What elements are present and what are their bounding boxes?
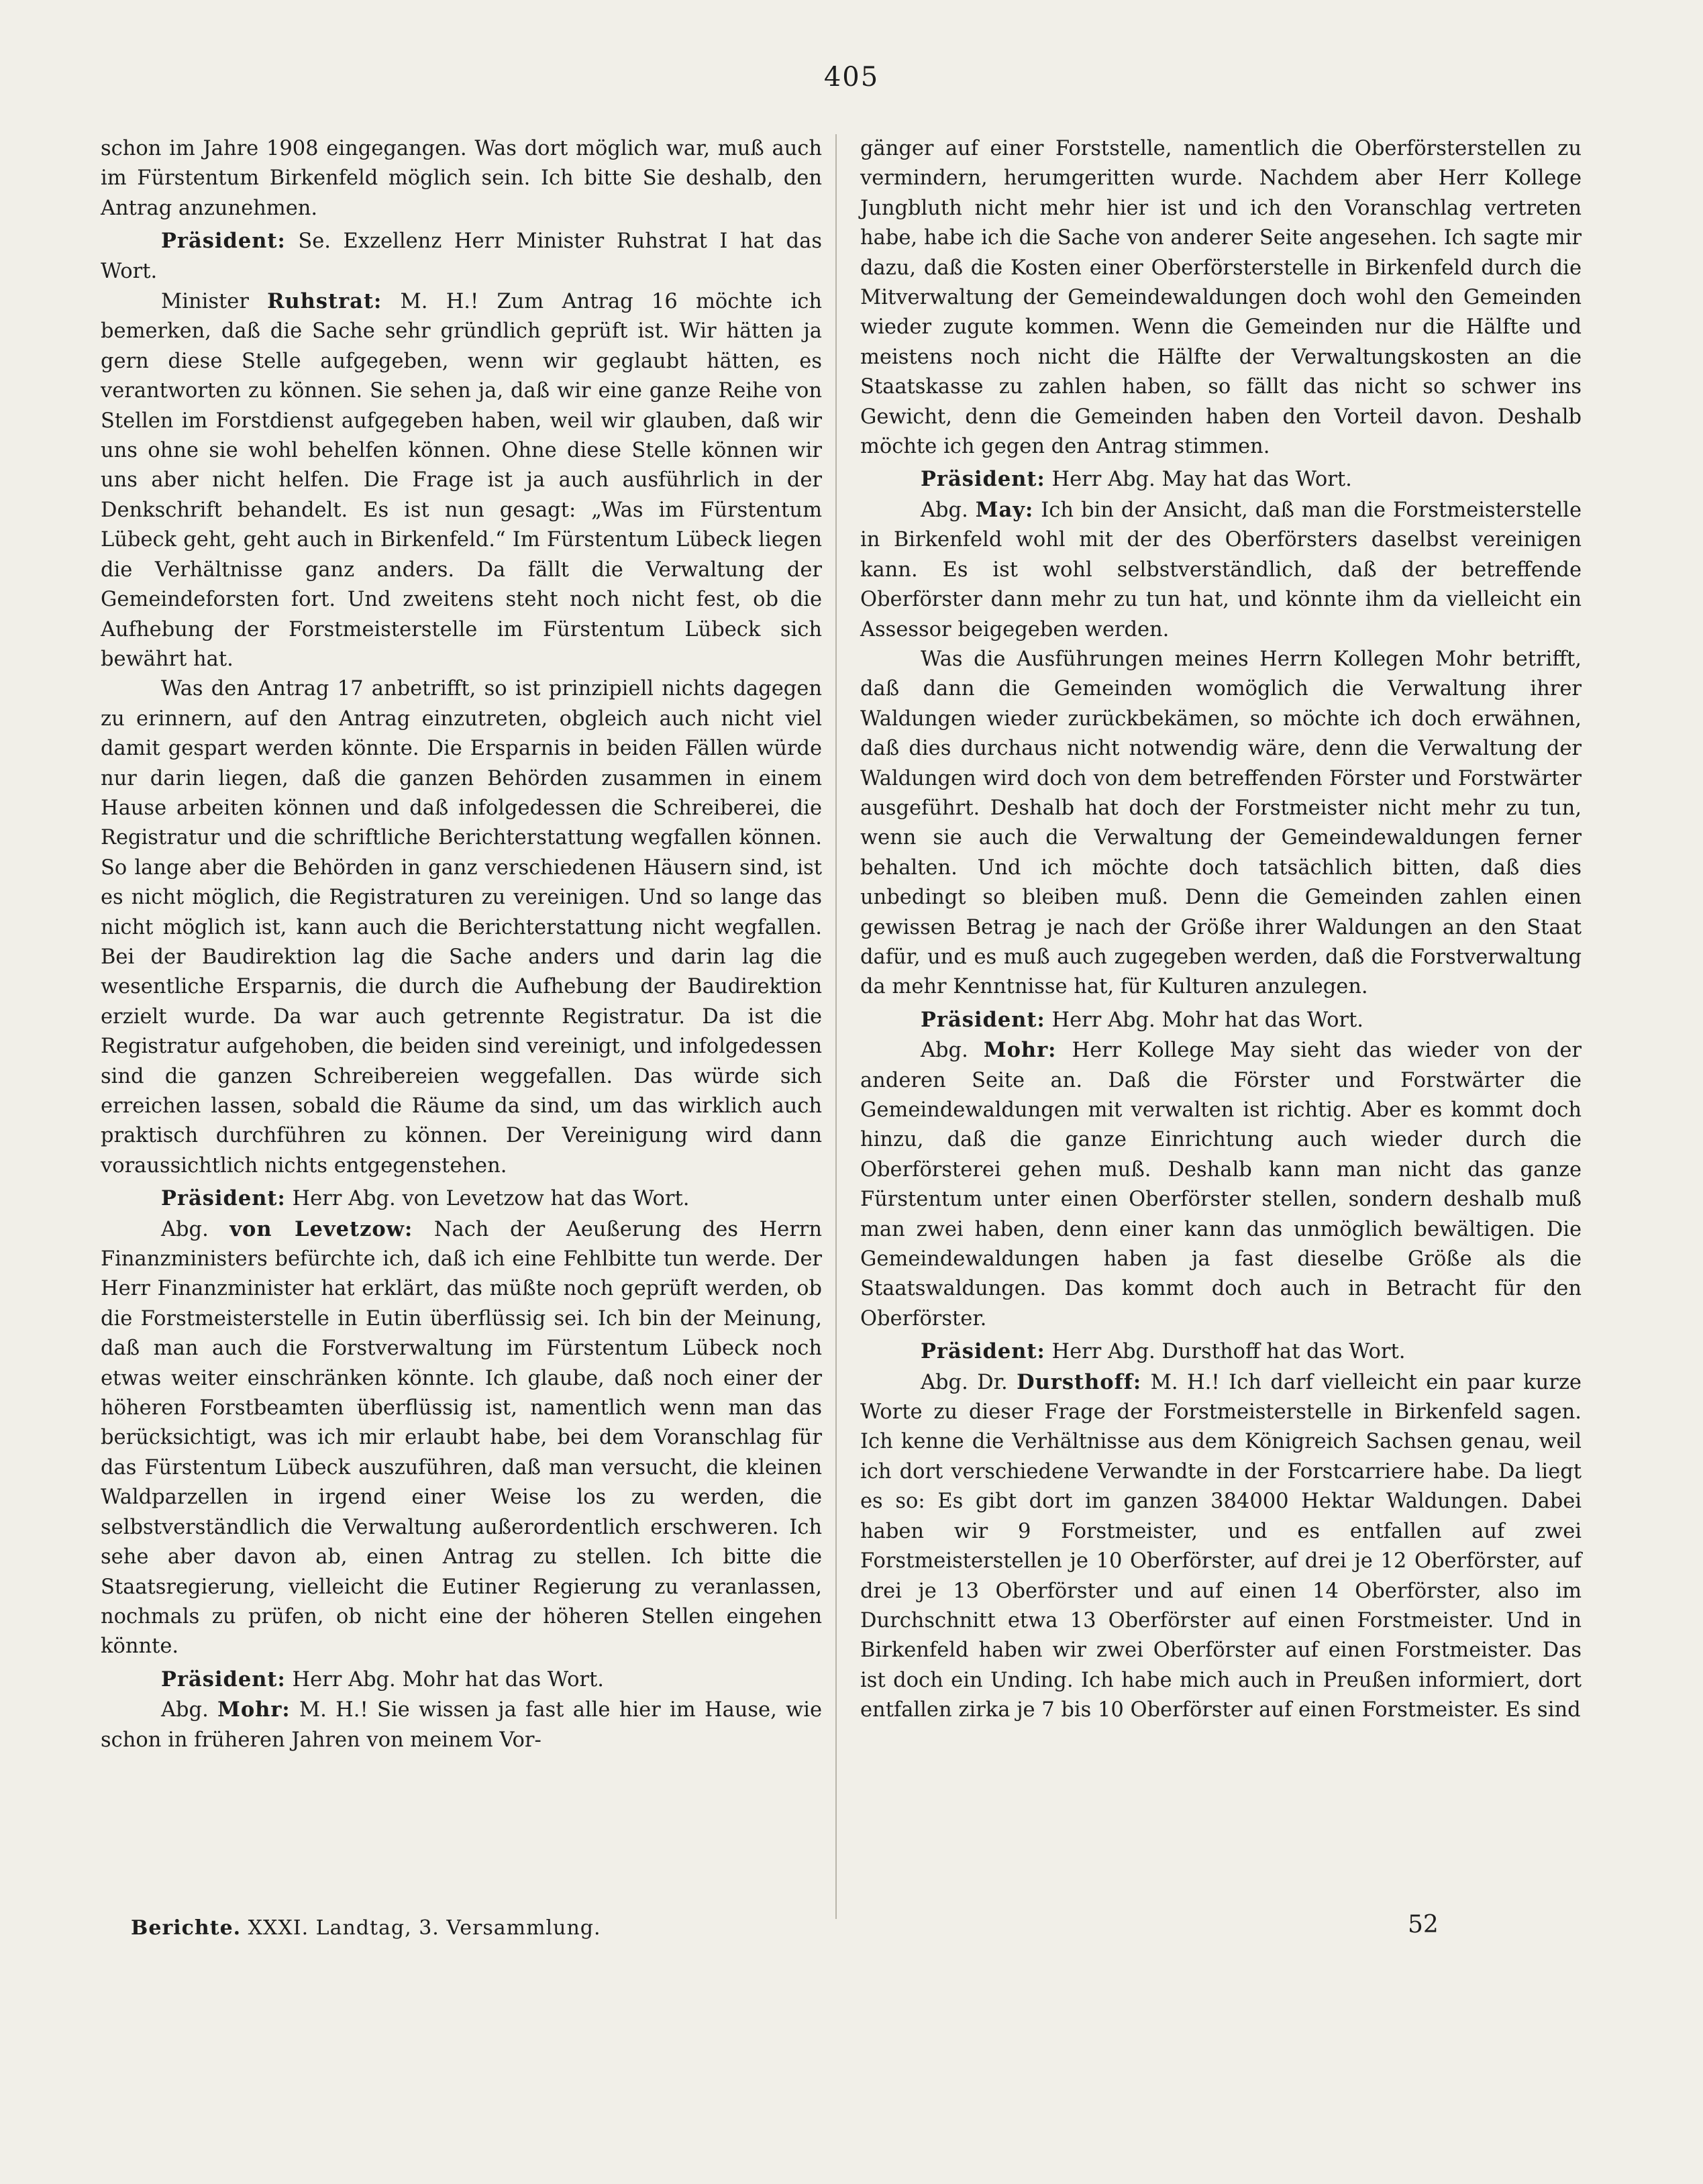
speaker-paragraph [101, 1695, 822, 1755]
paragraph-text: Herr Abg. Dursthoff hat das Wort. [1045, 1340, 1406, 1364]
speaker-label: Präsident: [161, 1667, 286, 1692]
paragraph-text: Herr Abg. May hat das Wort. [1045, 468, 1352, 492]
speaker-title: Abg. Dr. [921, 1370, 1017, 1394]
speaker-label: Präsident: [921, 1007, 1045, 1032]
speaker-paragraph [860, 1367, 1582, 1726]
paragraph-text: Se. Exzellenz Herr Minister Ruhstrat I hat das Wort. [101, 229, 822, 283]
speaker-label: Präsident: [921, 1339, 1045, 1364]
paragraph [101, 134, 822, 223]
speaker-paragraph [101, 1665, 822, 1695]
paragraph [860, 645, 1582, 1002]
speaker-paragraph [101, 226, 822, 287]
speaker-label: von Levetzow: [229, 1216, 413, 1241]
paragraph-text: M. H.! Zum Antrag 16 möchte ich bemerken, daß die Sache sehr gründlich geprüft ist. Wir hätten ja gern diese Stelle aufgegeben, wenn wir geglaubt hätten, es verantworten zu können. Sie sehen ja, daß wir eine ganze Reihe von Stellen im Forstdienst aufgegeben haben, weil wir glauben, daß wir uns ohne sie wohl behelfen können. Ohne diese Stelle können wir uns aber nicht helfen. Die Frage ist ja auch ausführlich in der Denkschrift behandelt. Es ist nun gesagt: „Was im Fürstentum Lübeck geht, geht auch in Birkenfeld.“ Im Fürstentum Lübeck liegen die Verhältnisse ganz anders. Da fällt die Verwaltung der Gemeindeforsten fort. Und zweitens steht noch nicht fest, ob die Aufhebung der Forstmeisterstelle im Fürstentum Lübeck sich bewährt hat. [101, 290, 822, 671]
paragraph-text: Herr Abg. von Levetzow hat das Wort. [285, 1187, 690, 1211]
speaker-title: Abg. [921, 1039, 984, 1063]
right-column [860, 134, 1582, 1726]
paragraph-text: Ich bin der Ansicht, daß man die Forstmeisterstelle in Birkenfeld wohl mit der des Oberförsters daselbst vereinigen kann. Es ist wohl selbstverständlich, daß der betreffende Oberförster dann mehr zu tun hat, und könnte ihm da vielleicht ein Assessor beigegeben werden. [860, 498, 1582, 641]
footer-text: XXXI. Landtag, 3. Versammlung. [241, 1916, 601, 1940]
speaker-title: Abg. [921, 498, 976, 522]
speaker-label: Präsident: [921, 467, 1045, 492]
speaker-paragraph [860, 464, 1582, 495]
speaker-title: Abg. [161, 1217, 230, 1241]
paragraph [101, 674, 822, 1181]
speaker-paragraph [101, 1184, 822, 1214]
speaker-paragraph [860, 1035, 1582, 1334]
speaker-label: Dursthoff: [1017, 1369, 1142, 1394]
paragraph [860, 134, 1582, 462]
speaker-title: Minister [161, 290, 268, 314]
paragraph-text: Herr Abg. Mohr hat das Wort. [1045, 1008, 1363, 1032]
paragraph-text: Nach der Aeußerung des Herrn Finanzministers befürchte ich, daß ich eine Fehlbitte tun werde. Der Herr Finanzminister hat erklärt, das müßte noch geprüft werden, ob die Forstmeisterstelle in Eutin überflüssig sei. Ich bin der Meinung, daß man auch die Forstverwaltung im Fürstentum Lübeck noch etwas weiter einschränken könnte. Ich glaube, daß noch einer der höheren Forstbeamten überflüssig ist, namentlich wenn man das berücksichtigt, was ich mir erlaubt habe, bei dem Voranschlag für das Fürstentum Lübeck auszuführen, daß man versucht, die kleinen Waldparzellen in irgend einer Weise los zu werden, die selbstverständlich die Verwaltung außerordentlich erschweren. Ich sehe aber davon ab, einen Antrag zu stellen. Ich bitte die Staatsregierung, vielleicht die Eutiner Regierung zu veranlassen, nochmals zu prüfen, ob nicht eine der höheren Stellen eingehen könnte. [101, 1217, 823, 1659]
speaker-label: Präsident: [161, 229, 286, 254]
paragraph-text: gänger auf einer Forststelle, namentlich die Oberförsterstellen zu vermindern, herumgeritten wurde. Nachdem aber Herr Kollege Jungbluth nicht mehr hier ist und ich den Voranschlag vertreten habe, habe ich die Sache von anderer Seite angesehen. Ich sagte mir dazu, daß die Kosten einer Oberförsterstelle in Birkenfeld durch die Mitverwaltung der Gemeindewaldungen doch wohl den Gemeinden wieder zugute kommen. Wenn die Gemeinden nur die Hälfte und meistens noch nicht die Hälfte der Verwaltungskosten an die Staatskasse zu zahlen haben, so fällt das nicht so schwer ins Gewicht, denn die Gemeinden haben den Vorteil davon. Deshalb möchte ich gegen den Antrag stimmen. [860, 137, 1582, 459]
speaker-paragraph [860, 1337, 1582, 1367]
page-number: 405 [823, 62, 880, 93]
speaker-paragraph [101, 287, 822, 674]
column-divider [835, 134, 837, 1919]
paragraph-text: Was die Ausführungen meines Herrn Kollegen Mohr betrifft, daß dann die Gemeinden womöglich die Verwaltung ihrer Waldungen wieder zurückbekämen, so möchte ich doch erwähnen, daß dies durchaus nicht notwendig wäre, denn die Verwaltung der Waldungen wird doch von dem betreffenden Förster und Forstwärter ausgeführt. Deshalb hat doch der Forstmeister nicht mehr zu tun, wenn sie auch die Verwaltung der Gemeindewaldungen ferner behalten. Und ich möchte doch tatsächlich bitten, daß dies unbedingt so bleiben muß. Denn die Gemeinden zahlen einen gewissen Betrag je nach der Größe ihrer Waldungen an den Staat dafür, und es muß auch zugegeben werden, daß die Forstverwaltung da mehr Kenntnisse hat, für Kulturen anzulegen. [860, 647, 1582, 999]
paragraph-text: Was den Antrag 17 anbetrifft, so ist prinzipiell nichts dagegen zu erinnern, auf den Antrag einzutreten, obgleich auch nicht viel damit gespart werden könnte. Die Ersparnis in beiden Fällen würde nur darin liegen, daß die ganzen Behörden zusammen in einem Hause arbeiten können und daß infolgedessen die Schreiberei, die Registratur und die schriftliche Berichterstattung wegfallen können. So lange aber die Behörden in ganz verschiedenen Häusern sind, ist es nicht möglich, die Registraturen zu vereinigen. Und so lange das nicht möglich ist, kann auch die Berichterstattung nicht wegfallen. Bei der Baudirektion lag die Sache anders und darin lag die wesentliche Ersparnis, die durch die Aufhebung der Baudirektion erzielt wurde. Da war auch getrennte Registratur. Da ist die Registratur aufgehoben, die beiden sind vereinigt, und infolgedessen sind die ganzen Schreibereien weggefallen. Das würde sich erreichen lassen, sobald die Räume da sind, um das wirklich auch praktisch durchführen zu können. Der Vereinigung wird dann voraussichtlich nichts entgegenstehen. [101, 677, 822, 1178]
footer-source [131, 1916, 601, 1940]
speaker-title: Abg. [161, 1698, 218, 1722]
paragraph-text: M. H.! Sie wissen ja fast alle hier im Hause, wie schon in früheren Jahren von meinem Vor- [101, 1698, 822, 1752]
speaker-label: Mohr: [983, 1038, 1057, 1063]
speaker-label: Mohr: [217, 1698, 291, 1722]
speaker-label: May: [975, 497, 1034, 522]
speaker-paragraph [101, 1214, 822, 1662]
left-column [101, 134, 822, 1755]
paragraph-text: Herr Abg. Mohr hat das Wort. [285, 1667, 604, 1692]
speaker-paragraph [860, 1005, 1582, 1035]
speaker-label: Ruhstrat: [267, 289, 382, 314]
paragraph-text: schon im Jahre 1908 eingegangen. Was dort möglich war, muß auch im Fürstentum Birkenfeld möglich sein. Ich bitte Sie deshalb, den Antrag anzunehmen. [101, 137, 822, 220]
speaker-label: Präsident: [161, 1186, 286, 1211]
footer-label: Berichte. [131, 1916, 242, 1940]
speaker-paragraph [860, 495, 1582, 645]
paragraph-text: M. H.! Ich darf vielleicht ein paar kurze Worte zu dieser Frage der Forstmeisterstelle in Birkenfeld sagen. Ich kenne die Verhältnisse aus dem Königreich Sachsen genau, weil ich dort verschiedene Verwandte in der Forstcarriere habe. Da liegt es so: Es gibt dort im ganzen 384000 Hektar Waldungen. Dabei haben wir 9 Forstmeister, und es entfallen auf zwei Forstmeisterstellen je 10 Oberförster, auf drei je 12 Oberförster, auf drei je 13 Oberförster und auf einen 14 Oberförster, also im Durchschnitt etwa 13 Oberförster auf einen Forstmeister. Und in Birkenfeld haben wir zwei Oberförster auf einen Forstmeister. Das ist doch ein Unding. Ich habe mich auch in Preußen informiert, dort entfallen zirka je 7 bis 10 Oberförster auf einen Forstmeister. Es sind [860, 1370, 1582, 1722]
paragraph-text: Herr Kollege May sieht das wieder von der anderen Seite an. Daß die Förster und Forstwärter die Gemeindewaldungen mit verwalten ist richtig. Aber es kommt doch hinzu, daß die ganze Einrichtung auch wieder durch die Oberförsterei gehen muß. Deshalb kann man nicht das ganze Fürstentum unter einen Oberförster stellen, sondern deshalb muß man zwei haben, denn einer kann das unmöglich bewältigen. Die Gemeindewaldungen haben ja fast dieselbe Größe als die Staatswaldungen. Das kommt doch auch in Betracht für den Oberförster. [860, 1039, 1582, 1331]
sheet-number: 52 [1408, 1911, 1439, 1938]
